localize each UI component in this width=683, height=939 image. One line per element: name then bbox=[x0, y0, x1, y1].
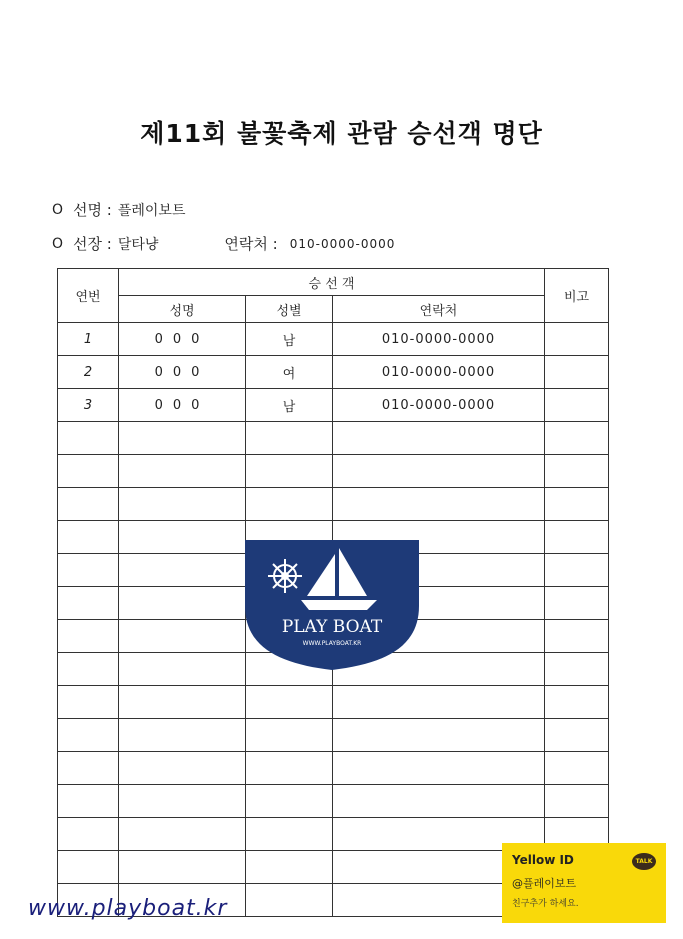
row-phone: 010-0000-0000 bbox=[333, 389, 545, 422]
header-phone: 연락처 bbox=[333, 296, 545, 323]
playboat-logo bbox=[243, 540, 421, 670]
row-gender: 남 bbox=[246, 323, 333, 356]
table-row bbox=[58, 356, 609, 389]
boat-name-row bbox=[52, 199, 185, 220]
empty-row bbox=[58, 719, 609, 752]
row-number: 1 bbox=[58, 323, 119, 356]
yellow-id-title: Yellow ID bbox=[512, 853, 574, 867]
captain-contact-value: 010-0000-0000 bbox=[289, 236, 396, 251]
row-number: 3 bbox=[58, 389, 119, 422]
header-number: 연번 bbox=[58, 269, 119, 323]
row-phone: 010-0000-0000 bbox=[333, 323, 545, 356]
kakaotalk-icon: TALK bbox=[632, 853, 656, 870]
logo-url: WWW.PLAYBOAT.KR bbox=[302, 640, 362, 647]
row-phone: 010-0000-0000 bbox=[333, 356, 545, 389]
row-note bbox=[545, 356, 609, 389]
logo-brand: PLAY BOAT bbox=[281, 617, 383, 637]
website-link[interactable]: www.playboat.kr bbox=[28, 896, 228, 921]
row-gender: 남 bbox=[246, 389, 333, 422]
empty-row bbox=[58, 422, 609, 455]
row-name: 000 bbox=[119, 356, 246, 389]
empty-row bbox=[58, 785, 609, 818]
boat-name-value: 플레이보트 bbox=[117, 202, 186, 219]
yellow-id-box bbox=[502, 843, 666, 923]
row-gender: 여 bbox=[246, 356, 333, 389]
yellow-id-subtitle: 친구추가 하세요. bbox=[512, 899, 579, 909]
yellow-id-handle: @플레이보트 bbox=[512, 877, 577, 890]
row-number: 2 bbox=[58, 356, 119, 389]
header-gender: 성별 bbox=[246, 296, 333, 323]
bullet-mark: O bbox=[52, 235, 64, 252]
empty-row bbox=[58, 686, 609, 719]
empty-row bbox=[58, 455, 609, 488]
row-name: 000 bbox=[119, 323, 246, 356]
table-row bbox=[58, 389, 609, 422]
header-name: 성명 bbox=[119, 296, 246, 323]
row-note bbox=[545, 323, 609, 356]
row-note bbox=[545, 389, 609, 422]
captain-contact-label: 연락처 : bbox=[224, 235, 278, 253]
document-title: 제11회 불꽃축제 관람 승선객 명단 bbox=[140, 119, 543, 148]
header-passengers: 승 선 객 bbox=[119, 269, 545, 296]
ship-wheel-and-sailboat-icon bbox=[243, 540, 421, 670]
bullet-mark: O bbox=[52, 201, 64, 218]
captain-label: 선장 : bbox=[73, 235, 112, 253]
row-name: 000 bbox=[119, 389, 246, 422]
header-note: 비고 bbox=[545, 269, 609, 323]
table-row bbox=[58, 323, 609, 356]
captain-row bbox=[52, 233, 395, 254]
empty-row bbox=[58, 752, 609, 785]
empty-row bbox=[58, 488, 609, 521]
boat-name-label: 선명 : bbox=[73, 201, 112, 219]
captain-value: 달타냥 bbox=[117, 236, 159, 253]
